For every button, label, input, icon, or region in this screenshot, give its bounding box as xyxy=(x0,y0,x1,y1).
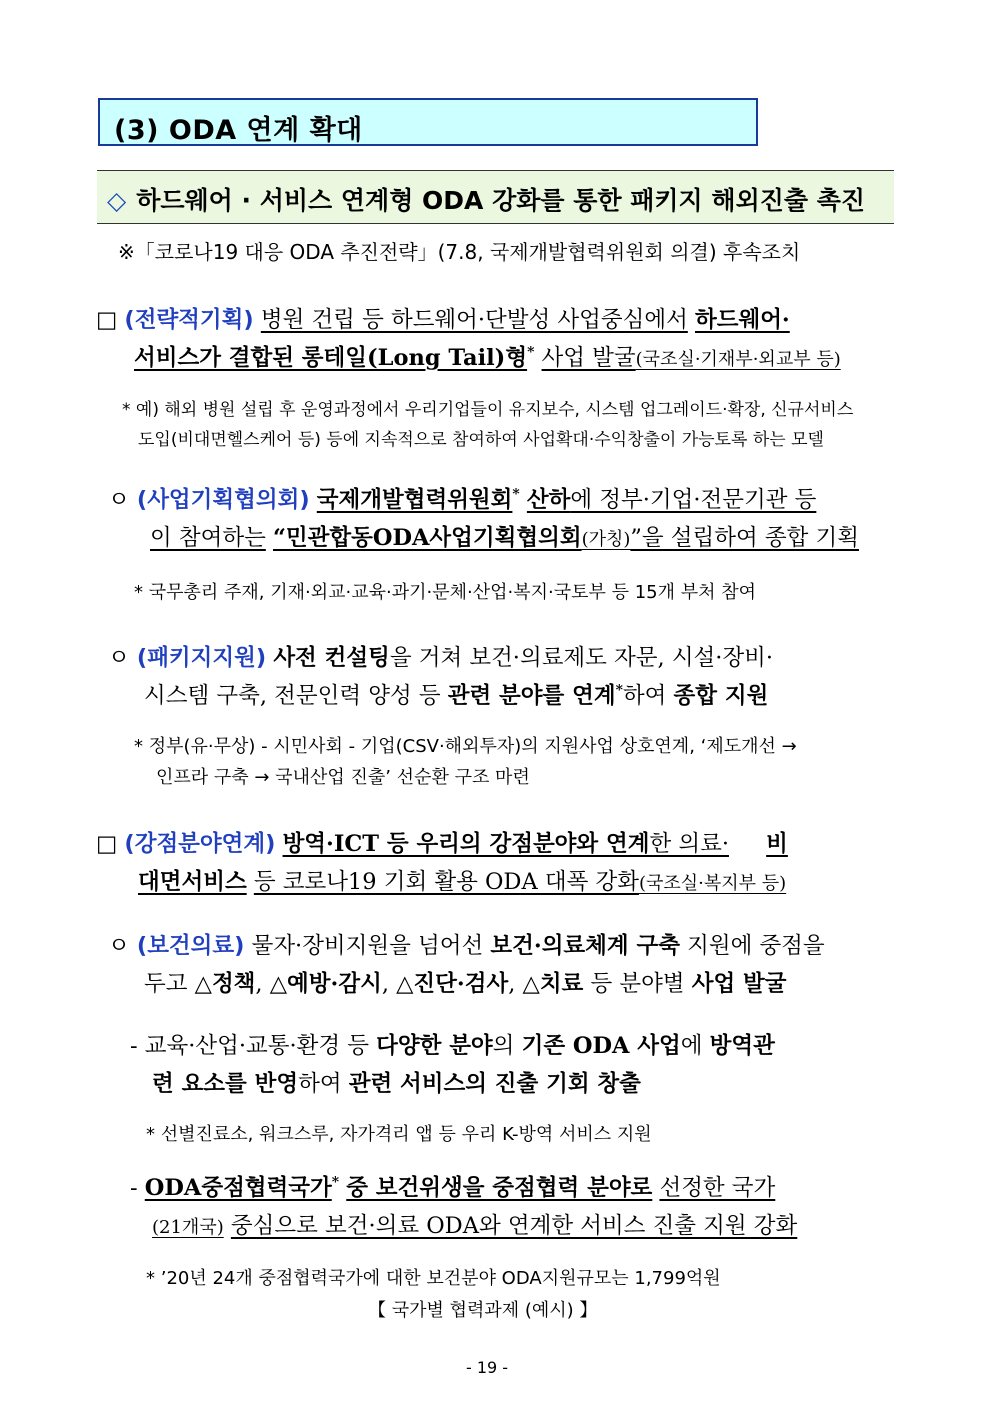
health-seg: 진단·검사 xyxy=(413,971,509,997)
dash1-note: * 선별진료소, 워크스루, 자가격리 앱 등 우리 K-방역 서비스 지원 xyxy=(146,1124,652,1145)
package-text-1a: 사전 컨설팅 xyxy=(273,645,390,671)
health-seg: 등 분야별 xyxy=(583,971,692,997)
health-seg: 사업 발굴 xyxy=(691,971,787,997)
section-title: (3) ODA 연계 확대 xyxy=(114,115,363,146)
health-seg: , △ xyxy=(255,971,288,997)
health-seg: 예방·감시 xyxy=(287,971,382,997)
circle-bullet-icon: ㅇ xyxy=(108,645,130,671)
council-note: * 국무총리 주재, 기재·외교·교육·과기·문체·산업·복지·국토부 등 15개 부처 참여 xyxy=(134,582,756,603)
council-text-2b: “민관합동ODA사업기획협의회 xyxy=(272,525,582,551)
dash2-star: * xyxy=(331,1174,340,1191)
reference-note: ※「코로나19 대응 ODA 추진전략」(7.8, 국제개발협력위원회 의결) 후속조치 xyxy=(118,240,801,264)
council-star: * xyxy=(512,486,520,503)
package-line-2 xyxy=(144,678,768,710)
dash2-text-1c: 선정한 국가 xyxy=(659,1175,776,1201)
strategy-note-2: 도입(비대면헬스케어 등) 등에 지속적으로 참여하여 사업확대·수익창출이 가능토록 하는 모델 xyxy=(138,430,824,450)
package-note-1: * 정부(유·무상) - 시민사회 - 기업(CSV·해외투자)의 지원사업 상호연계, ‘제도개선 → xyxy=(134,736,797,757)
table-caption: 【 국가별 협력과제 (예시) 】 xyxy=(368,1300,598,1321)
topic-band xyxy=(97,170,894,224)
dash-bullet-icon: - xyxy=(130,1175,138,1201)
strategy-line-2 xyxy=(134,340,841,372)
council-line-1 xyxy=(108,482,816,514)
health-seg: , △ xyxy=(381,971,414,997)
strength-text-2b: 등 코로나19 기회 활용 ODA 대폭 강화 xyxy=(253,869,639,895)
health-label: (보건의료) xyxy=(136,933,245,959)
council-label: (사업기획협의회) xyxy=(136,487,310,513)
health-seg: 치료 xyxy=(539,971,584,997)
package-text-2c: 하여 xyxy=(622,683,667,709)
strategy-text-1b: 하드웨어· xyxy=(694,307,790,333)
health-line-2 xyxy=(144,966,786,998)
square-bullet-icon: □ xyxy=(96,831,118,857)
circle-bullet-icon: ㅇ xyxy=(108,933,130,959)
square-bullet-icon: □ xyxy=(96,307,118,333)
dash2-note: * ’20년 24개 중점협력국가에 대한 보건분야 ODA지원규모는 1,799억원 xyxy=(146,1268,721,1289)
dash2-line-2 xyxy=(152,1208,797,1240)
dash1-text-1b: 다양한 분야 xyxy=(376,1033,493,1059)
health-text-1a: 물자·장비지원을 넘어선 xyxy=(251,933,484,959)
section-header-box xyxy=(98,98,758,146)
package-line-1 xyxy=(108,640,773,672)
dash2-text-2b: 중심으로 보건·의료 ODA와 연계한 서비스 진출 지원 강화 xyxy=(230,1213,798,1239)
dash1-text-2a: 련 요소를 반영 xyxy=(152,1071,299,1097)
health-text-1c: 지원에 중점을 xyxy=(687,933,825,959)
strength-agencies: (국조실·복지부 등) xyxy=(638,873,787,894)
dash2-text-1b: 중 보건위생을 중점협력 분야로 xyxy=(346,1175,653,1201)
dash1-text-2b: 하여 xyxy=(298,1071,342,1097)
dash1-text-1e: 에 xyxy=(680,1033,703,1059)
council-text-2c: (가칭) xyxy=(581,529,631,550)
strength-line-2 xyxy=(138,864,786,896)
council-text-1a: 국제개발협력위원회 xyxy=(316,487,513,513)
strength-text-1b: 한 의료· xyxy=(649,831,729,857)
strength-text-1a: 방역·ICT 등 우리의 강점분야와 연계 xyxy=(282,831,650,857)
strategy-text-2b: 사업 발굴 xyxy=(541,345,636,371)
dash1-text-2c: 관련 서비스의 진출 기회 창출 xyxy=(348,1071,641,1097)
dash1-text-1c: 의 xyxy=(492,1033,515,1059)
topic-text: 하드웨어 · 서비스 연계형 ODA 강화를 통한 패키지 해외진출 촉진 xyxy=(136,186,866,215)
package-text-1b: 을 거쳐 보건·의료제도 자문, 시설·장비· xyxy=(389,645,774,671)
strategy-note-1: * 예) 해외 병원 설립 후 운영과정에서 우리기업들이 유지보수, 시스템 업그레이드·확장, 신규서비스 xyxy=(122,400,854,420)
health-seg: 정책 xyxy=(211,971,256,997)
strategy-text-1: 병원 건립 등 하드웨어·단발성 사업중심에서 xyxy=(260,307,688,333)
diamond-icon: ◇ xyxy=(107,186,127,215)
strength-text-2a: 대면서비스 xyxy=(138,869,247,895)
strength-line-1 xyxy=(96,826,788,858)
strategy-star: * xyxy=(527,344,535,361)
council-text-1c: 에 정부·기업·전문기관 등 xyxy=(570,487,817,513)
dash1-text-1f: 방역관 xyxy=(709,1033,775,1059)
package-text-2b: 관련 분야를 연계 xyxy=(447,683,616,709)
circle-bullet-icon: ㅇ xyxy=(108,487,130,513)
council-line-2 xyxy=(150,520,859,552)
strength-label: (강점분야연계) xyxy=(124,831,276,857)
package-star: * xyxy=(615,682,623,699)
strategy-line-1 xyxy=(96,302,790,334)
health-seg: 두고 △ xyxy=(144,971,212,997)
dash1-text-1a: 교육·산업·교통·환경 등 xyxy=(144,1033,369,1059)
health-text-1b: 보건·의료체계 구축 xyxy=(490,933,680,959)
dash-bullet-icon: - xyxy=(130,1033,138,1059)
council-text-1b: 산하 xyxy=(526,487,571,513)
dash1-line-2 xyxy=(152,1066,641,1098)
council-text-2d: ”을 설립하여 종합 기획 xyxy=(630,525,859,551)
strategy-agencies: (국조실·기재부·외교부 등) xyxy=(635,349,841,370)
package-text-2d: 종합 지원 xyxy=(673,683,769,709)
dash1-line-1 xyxy=(130,1028,775,1060)
strategy-label: (전략적기획) xyxy=(124,307,254,333)
page-number: - 19 - xyxy=(466,1358,509,1377)
dash2-text-1a: ODA중점협력국가 xyxy=(144,1175,332,1201)
dash1-text-1d: 기존 ODA 사업 xyxy=(521,1033,681,1059)
health-line-1 xyxy=(108,928,825,960)
health-seg: , △ xyxy=(508,971,540,997)
topic-heading xyxy=(107,181,865,217)
package-label: (패키지지원) xyxy=(136,645,267,671)
package-note-2: 인프라 구축 → 국내산업 진출’ 선순환 구조 마련 xyxy=(156,767,530,788)
dash2-text-2a: (21개국) xyxy=(152,1217,224,1238)
strategy-text-2a: 서비스가 결합된 롱테일(Long Tail)형 xyxy=(134,345,528,371)
strength-text-1c: 비 xyxy=(766,831,788,857)
package-text-2a: 시스템 구축, 전문인력 양성 등 xyxy=(144,683,441,709)
council-text-2a: 이 참여하는 xyxy=(150,525,266,551)
dash2-line-1 xyxy=(130,1170,775,1202)
